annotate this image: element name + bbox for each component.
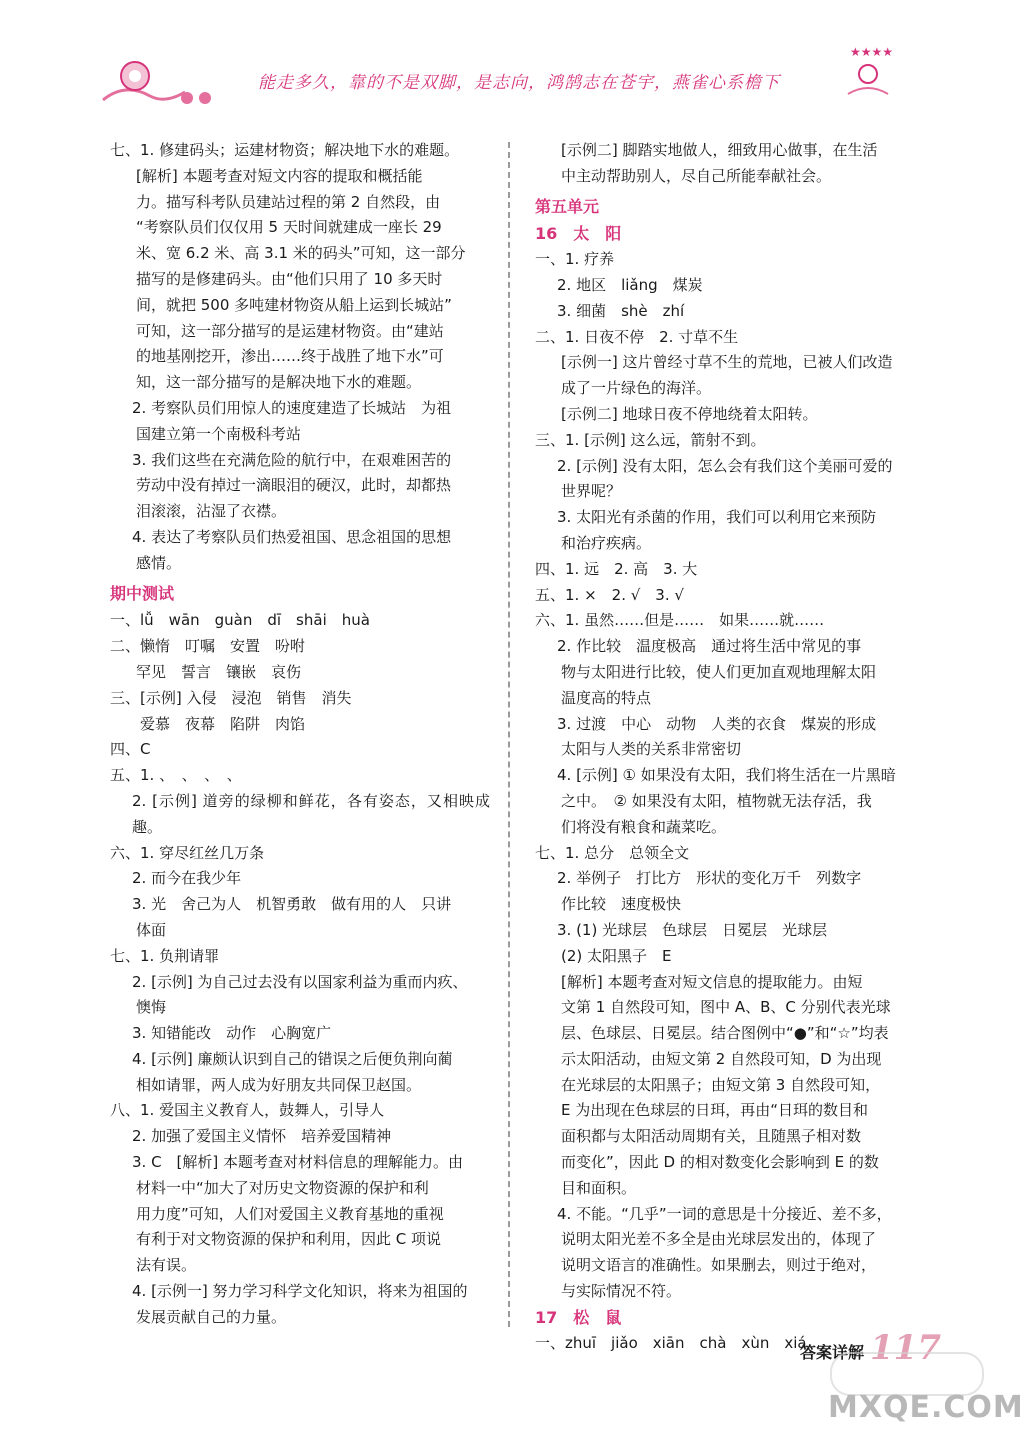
answer-line: 六、1. 穿尽红丝几万条 [110,843,265,862]
answer-line: 可知，这一部分描写的是运建材物资。由“建站 [136,321,444,340]
answer-line: 感情。 [136,553,182,572]
answer-line: 3. 细菌 shè zhí [557,301,685,320]
answer-line: 2. 作比较 温度极高 通过将生活中常见的事 [557,637,862,656]
answer-line: 国建立第一个南极科考站 [136,424,302,443]
answer-column-right [535,138,920,1356]
answer-line: 2. 加强了爱国主义情怀 培养爱国精神 [132,1127,392,1146]
answer-line: 3. (1) 光球层 色球层 日冕层 光球层 [557,920,828,939]
answer-line: 三、1. [示例] 这么远，箭射不到。 [535,430,766,449]
answer-line: 爱慕 夜幕 陷阱 肉馅 [140,714,306,733]
header-logo-right [828,42,908,102]
answer-line: 们将没有粮食和蔬菜吃。 [561,817,727,836]
answer-line: 用力度”可知，人们对爱国主义教育基地的重视 [136,1204,444,1223]
answer-line: 二、1. 日夜不停 2. 寸草不生 [535,327,739,346]
answer-line: 在光球层的太阳黑子；由短文第 3 自然段可知， [561,1075,881,1094]
answer-line: 温度高的特点 [561,688,652,707]
answer-line: 七、1. 负荆请罪 [110,946,220,965]
answer-line: 有利于对文物资源的保护和利用，因此 C 项说 [136,1230,442,1249]
answer-line: 4. [示例一] 努力学习科学文化知识，将来为祖国的 [132,1282,468,1301]
answer-line: 说明文语言的准确性。如果删去，则过于绝对， [561,1256,877,1275]
watermark-text: MXQE.COM [828,1390,1024,1425]
answer-line: 3. 太阳光有杀菌的作用，我们可以利用它来预防 [557,508,877,527]
answer-line: 泪滚滚，沾湿了衣襟。 [136,502,287,521]
answer-line: 力。描写科考队员建站过程的第 2 自然段，由 [136,192,441,211]
answer-line: 七、1. 修建码头；运建材物资；解决地下水的难题。 [110,141,460,159]
answer-line: 2. 而今在我少年 [132,869,242,888]
answer-line: 描写的是修建码头。由“他们只用了 10 多天时 [136,269,443,288]
section-heading: 16 太 阳 [535,224,622,244]
answer-line: 示太阳活动，由短文第 2 自然段可知，D 为出现 [561,1049,882,1068]
answer-line: 与实际情况不符。 [561,1282,682,1301]
answer-line: 材料一中“加大了对历史文物资源的保护和利 [136,1178,429,1197]
answer-line: 目和面积。 [561,1178,637,1197]
answer-line: 知，这一部分描写的是解决地下水的难题。 [136,373,422,392]
answer-line: 而变化”，因此 D 的相对数变化会影响到 E 的数 [561,1153,879,1172]
answer-line: 体面 [136,920,167,939]
answer-line: [解析] 本题考查对短文内容的提取和概括能 [136,166,423,185]
answer-line: 层、色球层、日冕层。结合图例中“●”和“☆”均表 [561,1024,889,1043]
answer-line: 2. 考察队员们用惊人的速度建造了长城站 为祖 [132,398,452,417]
answer-line: 4. 不能。“几乎”一词的意思是十分接近、差不多， [557,1204,892,1223]
answer-line: 一、lǚ wān guàn dī shāi huà [110,611,370,630]
answer-line: [解析] 本题考查对短文信息的提取能力。由短 [561,972,863,991]
answer-line: “考察队员们仅仅用 5 天时间就建成一座长 29 [136,218,442,237]
answer-line: 3. 知错能改 动作 心胸宽广 [132,1024,332,1043]
answer-line: 四、1. 远 2. 高 3. 大 [535,559,698,578]
column-divider [508,142,510,1327]
answer-line: 4. [示例] 廉颇认识到自己的错误之后便负荆向蔺 [132,1049,453,1068]
answer-line: 2. 地区 liǎng 煤炭 [557,275,703,294]
answer-line: 2. 举例子 打比方 形状的变化万千 列数字 [557,869,862,888]
page-number: 117 [870,1328,941,1368]
answer-line: 间，就把 500 多吨建材物资从船上运到长城站” [136,295,452,314]
answer-line: 4. [示例] ① 如果没有太阳，我们将生活在一片黑暗 [557,766,896,785]
answer-line: 二、懒惰 叮嘱 安置 吩咐 [110,637,306,656]
answer-line: 2. [示例] 没有太阳，怎么会有我们这个美丽可爱的 [557,456,893,475]
answer-line: 发展贡献自己的力量。 [136,1307,287,1326]
answer-line: [示例二] 脚踏实地做人，细致用心做事，在生活 [561,141,878,159]
answer-line: 世界呢？ [561,482,622,501]
header-logo-left [95,52,225,114]
answer-column-left [110,138,490,1331]
footer-label: 答案详解 [800,1343,865,1362]
answer-line: 说明太阳光差不多全是由光球层发出的，体现了 [561,1230,877,1249]
answer-line: 面积都与太阳活动周期有关，且随黑子相对数 [561,1127,862,1146]
answer-line: 作比较 速度极快 [561,895,682,914]
answer-line: [示例一] 这片曾经寸草不生的荒地，已被人们改造 [561,353,893,372]
answer-line: 七、1. 总分 总领全文 [535,843,690,862]
answer-line: 六、1. 虽然……但是…… 如果……就…… [535,611,825,630]
answer-line: 懊悔 [136,998,167,1017]
answer-line: 的地基刚挖开，渗出……终于战胜了地下水”可 [136,347,444,366]
answer-line: [示例二] 地球日夜不停地绕着太阳转。 [561,404,818,423]
answer-line: 成了一片绿色的海洋。 [561,379,712,398]
answer-line: 八、1. 爱国主义教育人，鼓舞人，引导人 [110,1101,385,1120]
section-heading: 17 松 鼠 [535,1307,622,1327]
answer-line: 劳动中没有掉过一滴眼泪的硬汉，此时，却都热 [136,476,452,495]
answer-line: 3. C [解析] 本题考查对材料信息的理解能力。由 [132,1153,464,1172]
section-heading: 第五单元 [535,196,600,216]
answer-line: 五、1. 、 、 、 、 [110,766,242,785]
section-heading: 期中测试 [110,583,175,603]
answer-line: 文第 1 自然段可知，图中 A、B、C 分别代表光球 [561,998,891,1017]
answer-line: 相如请罪，两人成为好朋友共同保卫赵国。 [136,1075,422,1094]
answer-line: 法有误。 [136,1256,197,1275]
answer-line: 之中。 ② 如果没有太阳，植物就无法存活，我 [561,791,872,810]
answer-line: 三、[示例] 入侵 浸泡 销售 消失 [110,688,352,707]
answer-line: 3. 我们这些在充满危险的航行中，在艰难困苦的 [132,450,452,469]
answer-line: 米、宽 6.2 米、高 3.1 米的码头”可知，这一部分 [136,244,466,263]
answer-line: 物与太阳进行比较，使人们更加直观地理解太阳 [561,662,877,681]
answer-line: 四、C [110,740,151,759]
answer-line: 中主动帮助别人，尽自己所能奉献社会。 [561,166,832,185]
answer-line: E 为出现在色球层的日珥，再由“日珥的数目和 [561,1101,869,1120]
answer-line: 3. 过渡 中心 动物 人类的衣食 煤炭的形成 [557,714,877,733]
answer-line: 罕见 誓言 镶嵌 哀伤 [136,662,302,681]
answer-line: (2) 太阳黑子 E [561,946,672,965]
answer-line: 2. [示例] 道旁的绿柳和鲜花，各有姿态，又相映成趣。 [132,791,490,836]
answer-line: 4. 表达了考察队员们热爱祖国、思念祖国的思想 [132,527,452,546]
answer-line: 2. [示例] 为自己过去没有以国家利益为重而内疚、 [132,972,468,991]
answer-line: 一、1. 疗养 [535,250,615,269]
answer-line: 五、1. × 2. √ 3. √ [535,585,684,604]
answer-line: 一、zhuī jiǎo xiān chà xùn xiá [535,1333,807,1352]
answer-line: 3. 光 舍己为人 机智勇敢 做有用的人 只讲 [132,895,452,914]
header-motto: 能走多久，靠的不是双脚，是志向，鸿鹄志在苍宇，燕雀心系檐下 [258,73,780,93]
answer-line: 太阳与人类的关系非常密切 [561,740,742,759]
answer-line: 和治疗疾病。 [561,533,652,552]
svg-text:★★★★: ★★★★ [850,45,894,59]
